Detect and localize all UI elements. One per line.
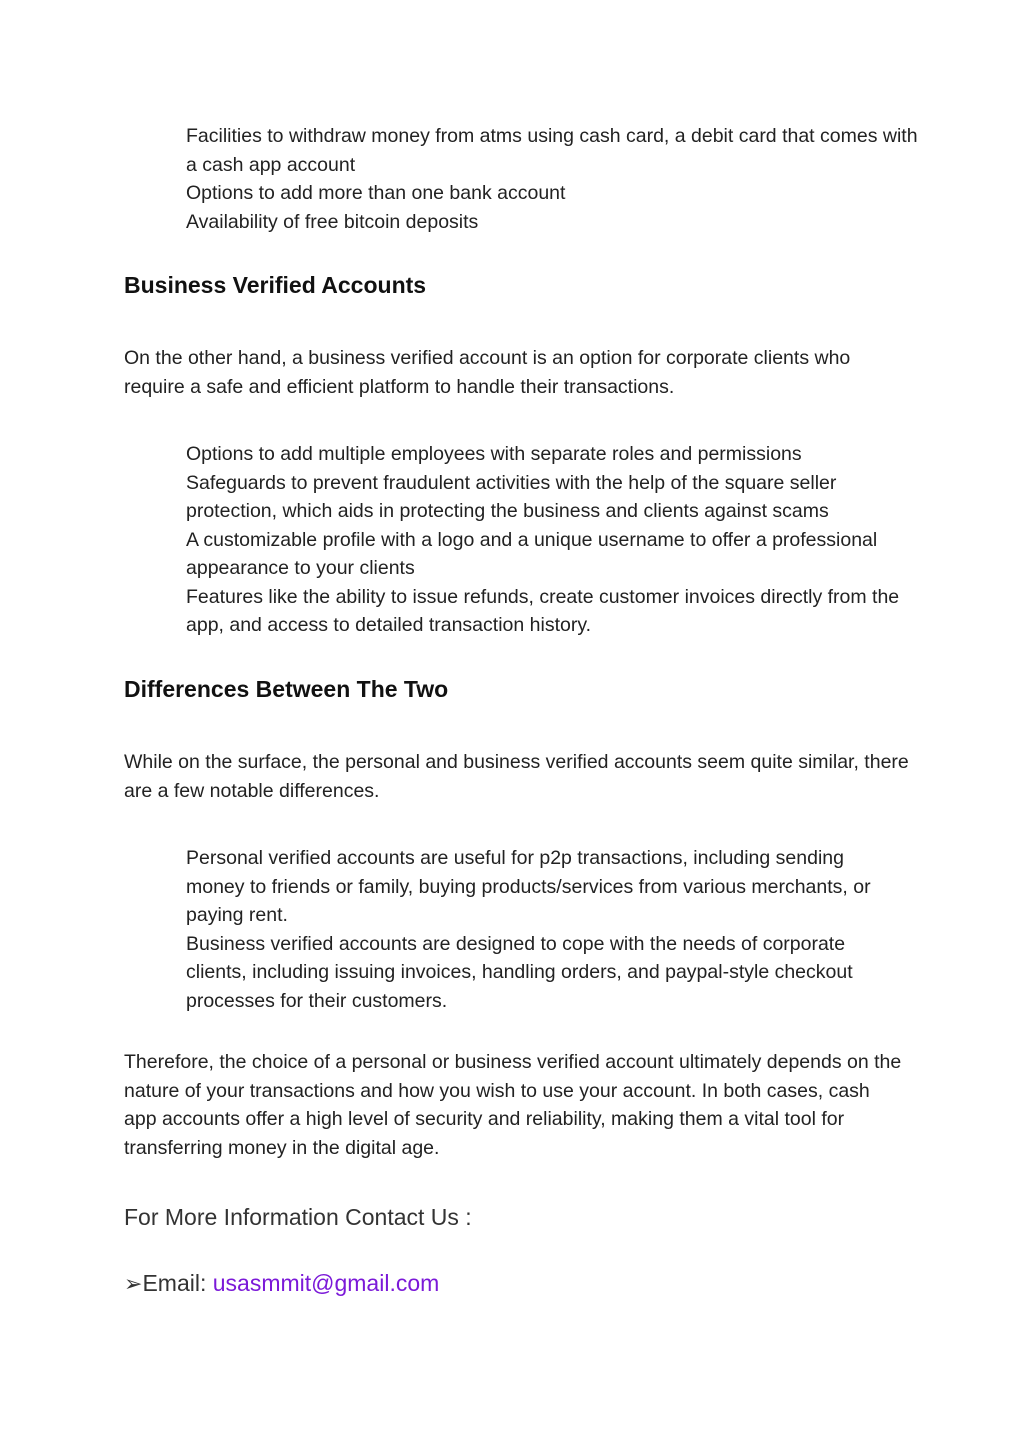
business-intro-paragraph: On the other hand, a business verified account is an option for corporate clients who require a safe and efficient platform to handle their transactions. <box>124 347 851 398</box>
list-item: A customizable profile with a logo and a unique username to offer a professional appearance to your clients <box>186 528 878 579</box>
conclusion-paragraph: Therefore, the choice of a personal or business verified account ultimately depends on the nature of your transactions and how you wish to use your account. In both cases, cash app accounts offer a high level of security and reliability, making them a vital tool for transferring money in the digital age. <box>124 1051 902 1159</box>
list-item: Availability of free bitcoin deposits <box>186 210 479 233</box>
list-item: Personal verified accounts are useful for p2p transactions, including sending money to friends or family, buying products/services from various merchants, or paying rent. <box>186 847 871 926</box>
list-item: Safeguards to prevent fraudulent activities with the help of the square seller protection, which aids in protecting the business and clients against scams <box>186 471 837 522</box>
feature-list-personal <box>186 122 926 236</box>
section-heading-business: Business Verified Accounts <box>124 272 427 298</box>
list-item: Options to add multiple employees with separate roles and permissions <box>186 443 802 465</box>
arrow-bullet-icon: ➢ <box>124 1272 143 1297</box>
section-heading-differences: Differences Between The Two <box>124 676 449 702</box>
contact-heading: For More Information Contact Us : <box>124 1204 472 1230</box>
list-item: Options to add more than one bank account <box>186 182 566 204</box>
email-link[interactable]: usasmmit@gmail.com <box>212 1270 440 1296</box>
feature-list-business <box>186 440 906 640</box>
email-line <box>124 1268 439 1300</box>
differences-list <box>186 844 906 1015</box>
list-item: Features like the ability to issue refunds, create customer invoices directly from the app, and access to detailed transaction history. <box>186 585 900 636</box>
email-label: Email: <box>142 1270 213 1296</box>
list-item: Facilities to withdraw money from atms using cash card, a debit card that comes with a cash app account <box>186 125 918 176</box>
list-item: Business verified accounts are designed to cope with the needs of corporate clients, including issuing invoices, handling orders, and paypal-style checkout processes for their customers. <box>186 932 853 1012</box>
differences-intro-paragraph: While on the surface, the personal and business verified accounts seem quite similar, there are a few notable differences. <box>124 751 909 802</box>
